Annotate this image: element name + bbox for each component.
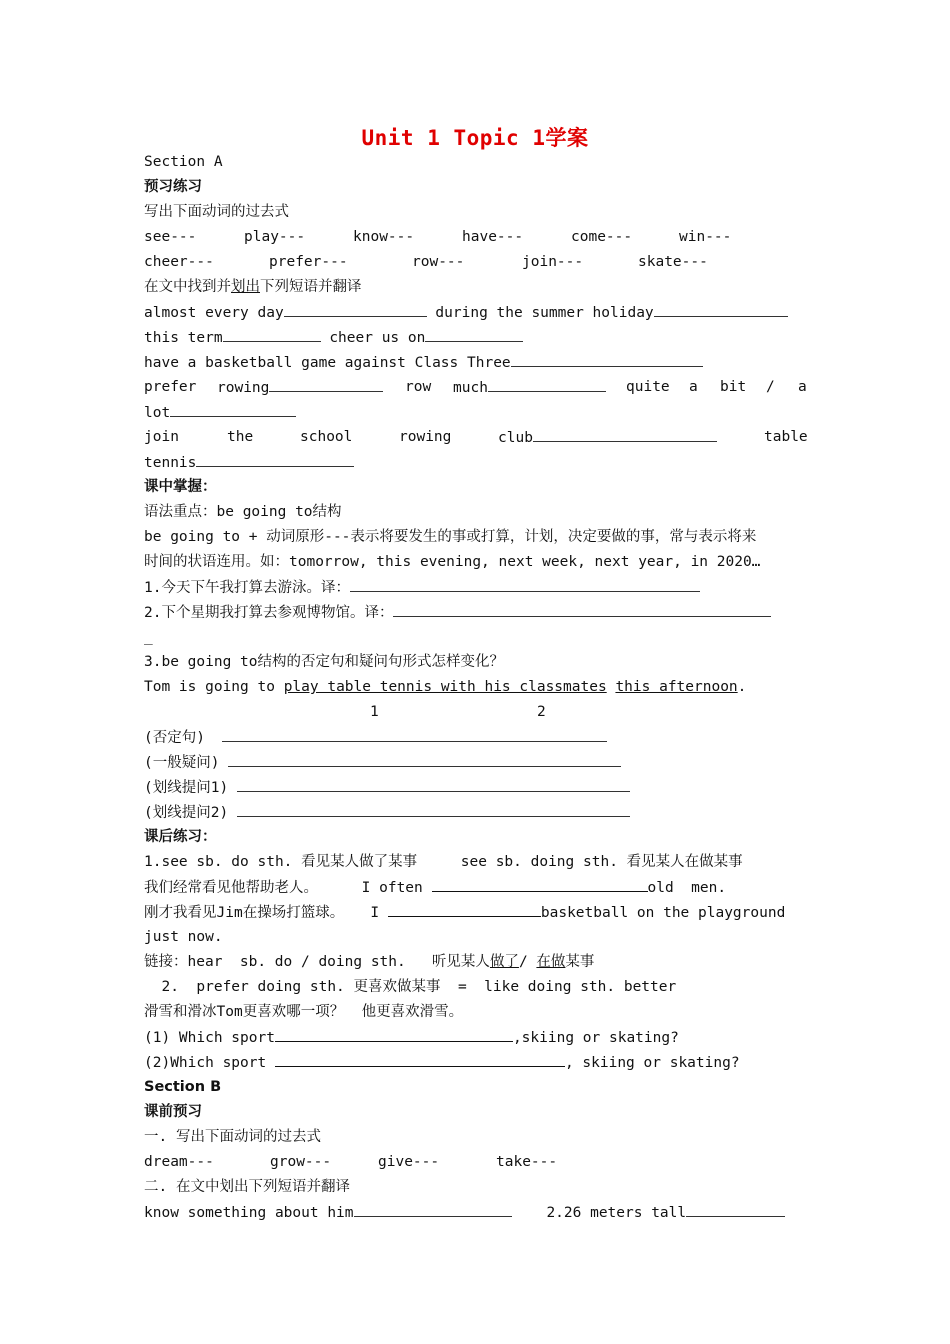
verb-item: know--- (353, 229, 415, 245)
verb-item: cheer--- (144, 254, 214, 270)
verb-item: dream--- (144, 1154, 214, 1170)
phrase-word: rowing (399, 429, 452, 445)
answer-blank[interactable] (228, 753, 621, 767)
phrase-word: prefer (144, 379, 197, 395)
underline-marker-2: 2 (537, 704, 546, 720)
task-phrases: 在文中找到并划出下列短语并翻译 (144, 279, 362, 295)
verb-item: row--- (412, 254, 465, 270)
verb-item: grow--- (270, 1154, 332, 1170)
phrase-word: quite (626, 379, 670, 395)
general-question-form: (一般疑问) (144, 753, 621, 772)
answer-blank[interactable] (275, 1028, 513, 1042)
point-2: 2. prefer doing sth. 更喜欢做某事 = like doing sth. better (144, 979, 677, 995)
phrase-line: have a basketball game against Class Three (144, 353, 703, 372)
grammar-description: 时间的状语连用。如：tomorrow, this evening, next week, next year, in 2020… (144, 554, 761, 570)
phrase-line: lot (144, 403, 296, 422)
verb-item: come--- (571, 229, 633, 245)
grammar-description: be going to + 动词原形---表示将要发生的事或打算，计划，决定要做的事，常与表示将来 (144, 529, 757, 545)
section-b-label: Section B (144, 1079, 222, 1095)
question-1: 1.今天下午我打算去游泳。译： (144, 578, 700, 597)
phrase-word: join (144, 429, 179, 445)
point-1-example-2: 刚才我看见Jim在操场打篮球。 I basketball on the playground (144, 905, 786, 921)
verb-item: give--- (378, 1154, 440, 1170)
phrase-word: the (227, 429, 254, 445)
phrase-line: tennis (144, 453, 354, 472)
phrase-word: much (453, 378, 606, 397)
phrase-word: a (798, 379, 807, 395)
section-b-task-1: 一. 写出下面动词的过去式 (144, 1129, 321, 1145)
verb-item: play--- (244, 229, 306, 245)
link-note: 链接：hear sb. do / doing sth. 听见某人做了/ 在做某事 (144, 954, 595, 970)
question-3: 3.be going to结构的否定句和疑问句形式怎样变化？ (144, 654, 504, 670)
answer-blank[interactable] (237, 803, 630, 817)
point-1-example-2-cont: just now. (144, 929, 223, 945)
answer-blank[interactable] (196, 453, 354, 467)
phrase-line: this term cheer us on (144, 328, 523, 347)
answer-blank[interactable] (388, 903, 541, 917)
phrase-word: / (766, 379, 775, 395)
answer-blank[interactable] (269, 378, 383, 392)
phrase-word: table (764, 429, 808, 445)
question-2: 2.下个星期我打算去参观博物馆。译： (144, 603, 771, 622)
answer-blank[interactable] (425, 328, 523, 342)
answer-blank[interactable] (354, 1203, 512, 1217)
answer-blank[interactable] (237, 778, 630, 792)
answer-blank[interactable] (393, 603, 771, 617)
verb-item: skate--- (638, 254, 708, 270)
phrase-line: know something about him 2.26 meters tall (144, 1203, 785, 1222)
phrase-word: club (498, 428, 717, 447)
phrase-word: a (689, 379, 698, 395)
phrase-word: rowing (217, 378, 383, 397)
example-sentence: Tom is going to play table tennis with his classmates this afternoon. (144, 679, 747, 695)
answer-blank[interactable] (511, 353, 703, 367)
verb-item: see--- (144, 229, 197, 245)
wh-question-1: (划线提问1) (144, 778, 630, 797)
point-2-question: 滑雪和滑冰Tom更喜欢哪一项？ 他更喜欢滑雪。 (144, 1004, 464, 1020)
verb-item: take--- (496, 1154, 558, 1170)
answer-blank[interactable] (432, 878, 648, 892)
point-1-example-1: 我们经常看见他帮助老人。 I often old men. (144, 880, 727, 896)
answer-blank[interactable] (284, 303, 427, 317)
wh-question-2: (划线提问2) (144, 803, 630, 822)
point-2-answer-1: (1) Which sport ,skiing or skating? (144, 1030, 679, 1046)
task-past-tense: 写出下面动词的过去式 (144, 204, 289, 220)
preview-heading: 预习练习 (144, 179, 202, 195)
point-2-answer-2: (2)Which sport , skiing or skating? (144, 1055, 740, 1071)
answer-blank[interactable] (275, 1053, 565, 1067)
phrase-word: bit (720, 379, 747, 395)
negative-form: (否定句) (144, 728, 607, 747)
section-a-label: Section A (144, 154, 223, 170)
section-b-task-2: 二. 在文中划出下列短语并翻译 (144, 1179, 350, 1195)
answer-blank[interactable] (533, 428, 717, 442)
question-2-continuation: _ (144, 629, 153, 645)
verb-item: join--- (522, 254, 584, 270)
verb-item: win--- (679, 229, 732, 245)
answer-blank[interactable] (686, 1203, 785, 1217)
phrase-line: almost every day during the summer holiday (144, 303, 788, 322)
underline-marker-1: 1 (370, 704, 379, 720)
verb-item: have--- (462, 229, 524, 245)
answer-blank[interactable] (222, 728, 607, 742)
answer-blank[interactable] (223, 328, 321, 342)
after-class-heading: 课后练习： (144, 829, 217, 845)
answer-blank[interactable] (654, 303, 788, 317)
page-title: Unit 1 Topic 1学案 (361, 126, 589, 150)
answer-blank[interactable] (488, 378, 606, 392)
phrase-word: school (300, 429, 353, 445)
grammar-focus: 语法重点：be going to结构 (144, 504, 342, 520)
answer-blank[interactable] (170, 403, 296, 417)
in-class-heading: 课中掌握： (144, 479, 217, 495)
answer-blank[interactable] (350, 578, 700, 592)
verb-item: prefer--- (269, 254, 348, 270)
phrase-word: row (405, 379, 432, 395)
section-b-preview-heading: 课前预习 (144, 1104, 202, 1120)
point-1: 1.see sb. do sth. 看见某人做了某事 see sb. doing sth. 看见某人在做某事 (144, 854, 743, 870)
